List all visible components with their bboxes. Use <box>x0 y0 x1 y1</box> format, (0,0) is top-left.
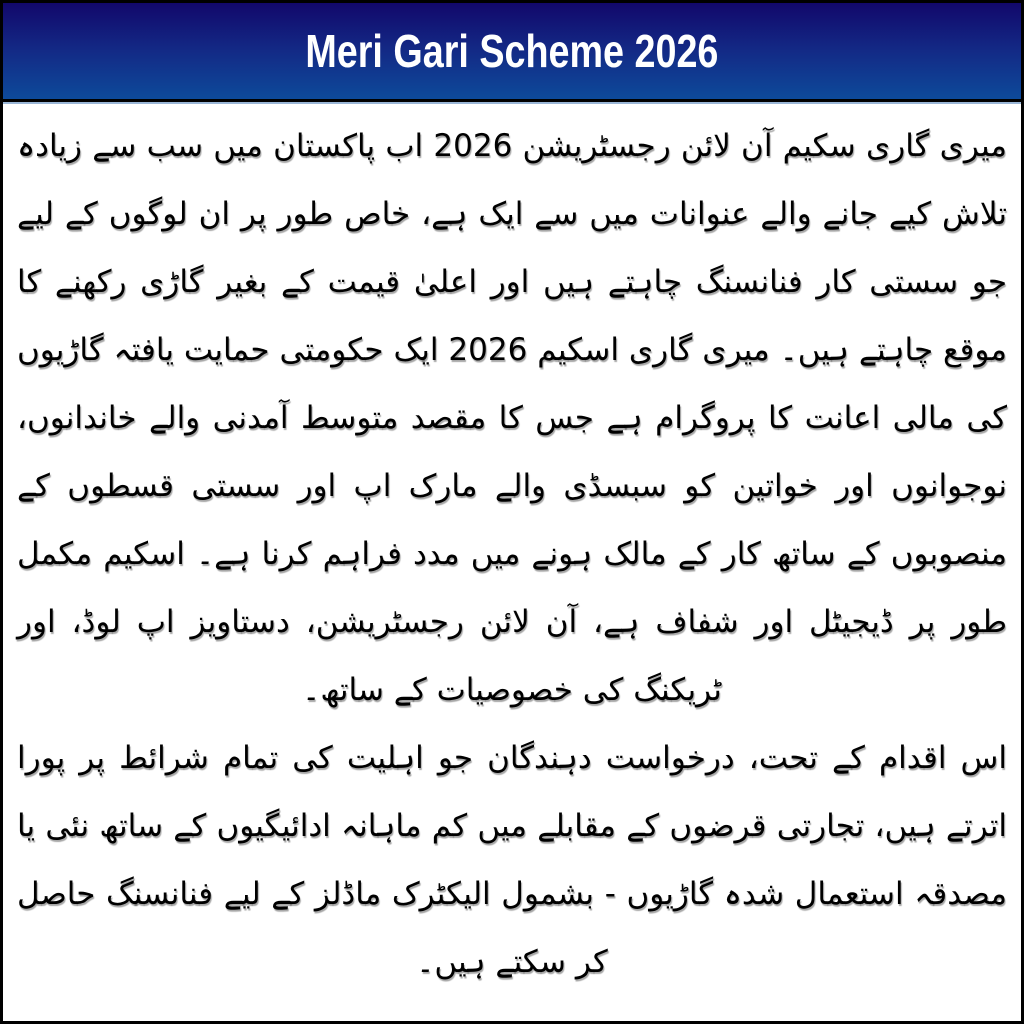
article-paragraph-2: اس اقدام کے تحت، درخواست دہندگان جو اہلیت کی تمام شرائط پر پورا اترتے ہیں، تجارتی قرضوں کے مقابلے میں کم ماہانہ ادائیگیوں کے ساتھ نئی یا مصدقہ استعمال شدہ گاڑیوں - بشمول الیکٹرک ماڈلز کے لیے فنانسنگ حاصل کر سکتے ہیں۔ <box>17 740 1007 980</box>
article-body <box>3 102 1021 996</box>
page-title: Meri Gari Scheme 2026 <box>305 25 719 77</box>
header-banner <box>3 3 1021 102</box>
article-paragraph-1: میری گاری سکیم آن لائن رجسٹریشن 2026 اب پاکستان میں سب سے زیادہ تلاش کیے جانے والے عنوانات میں سے ایک ہے، خاص طور پر ان لوگوں کے لیے جو سستی کار فنانسنگ چاہتے ہیں اور اعلیٰ قیمت کے بغیر گاڑی رکھنے کا موقع چاہتے ہیں۔ میری گاری اسکیم 2026 ایک حکومتی حمایت یافتہ گاڑیوں کی مالی اعانت کا پروگرام ہے جس کا مقصد متوسط آمدنی والے خاندانوں، نوجوانوں اور خواتین کو سبسڈی والے مارک اپ اور سستی قسطوں کے منصوبوں کے ساتھ کار کے مالک ہونے میں مدد فراہم کرنا ہے۔ اسکیم مکمل طور پر ڈیجیٹل اور شفاف ہے، آن لائن رجسٹریشن، دستاویز اپ لوڈ، اور ٹریکنگ کی خصوصیات کے ساتھ۔ <box>17 128 1007 708</box>
